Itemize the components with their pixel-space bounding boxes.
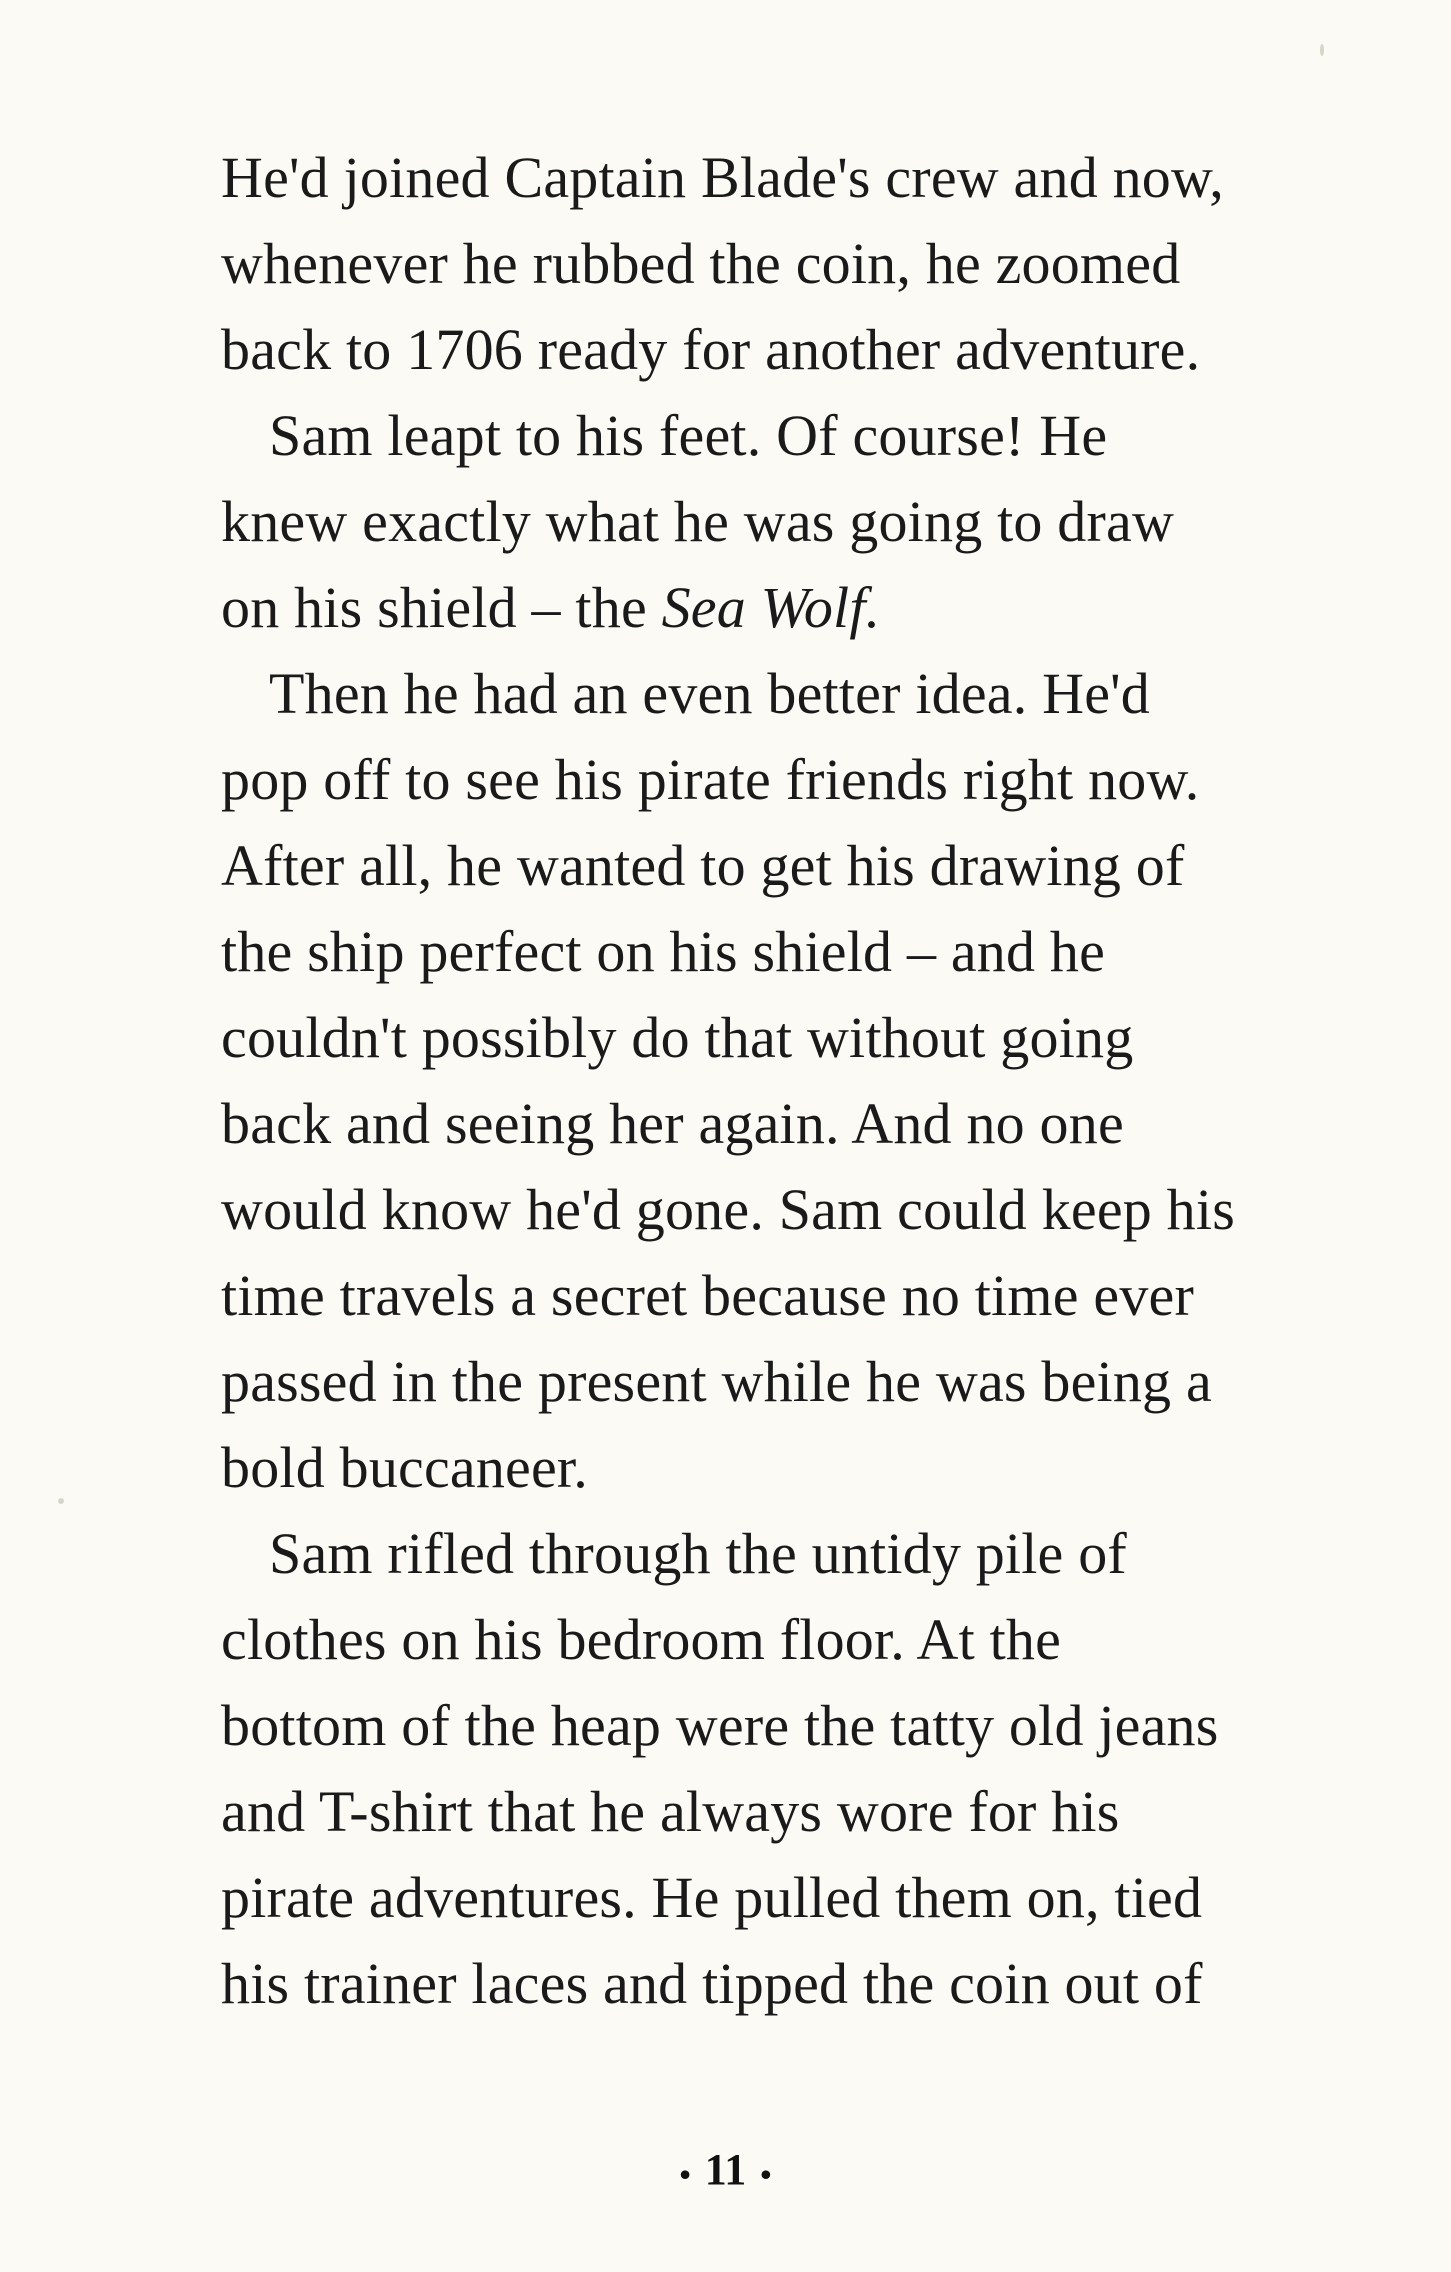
text-line: After all, he wanted to get his drawing of [221,833,1185,898]
text-line: couldn't possibly do that without going [221,1005,1134,1070]
text-line: the ship perfect on his shield – and he [221,919,1106,984]
text-line: back and seeing her again. And no one [221,1091,1124,1156]
text-line: Then he had an even better idea. He'd [269,661,1150,726]
paper-speck [1320,44,1324,56]
text-line: He'd joined Captain Blade's crew and now, [221,145,1225,210]
text-line: back to 1706 ready for another adventure. [221,317,1201,382]
text-line: clothes on his bedroom floor. At the [221,1607,1062,1672]
text-line: and T-shirt that he always wore for his [221,1779,1120,1844]
text-line: Sam rifled through the untidy pile of [269,1521,1127,1586]
text-line: pirate adventures. He pulled them on, tied [221,1865,1203,1930]
text-line-start: on his shield – the [221,575,662,640]
page-number [0,2140,1451,2204]
text-line: pop off to see his pirate friends right now. [221,747,1200,812]
ship-name: Sea Wolf. [661,575,881,640]
text-line: time travels a secret because no time ever [221,1263,1194,1328]
page-number-dot-right: • [760,2155,772,2192]
text-line: his trainer laces and tipped the coin out of [221,1951,1203,2016]
text-line: Sam leapt to his feet. Of course! He [269,403,1108,468]
text-line: knew exactly what he was going to draw [221,489,1175,554]
text-line: bold buccaneer. [221,1435,588,1500]
text-line: passed in the present while he was being a [221,1349,1212,1414]
text-line: bottom of the heap were the tatty old jeans [221,1693,1219,1758]
page-number-dot-left: • [679,2155,691,2192]
text-line: would know he'd gone. Sam could keep his [221,1177,1235,1242]
paper-speck [58,1498,64,1504]
text-line [221,565,880,651]
page-number-value: 11 [704,2145,747,2194]
text-line: whenever he rubbed the coin, he zoomed [221,231,1181,296]
